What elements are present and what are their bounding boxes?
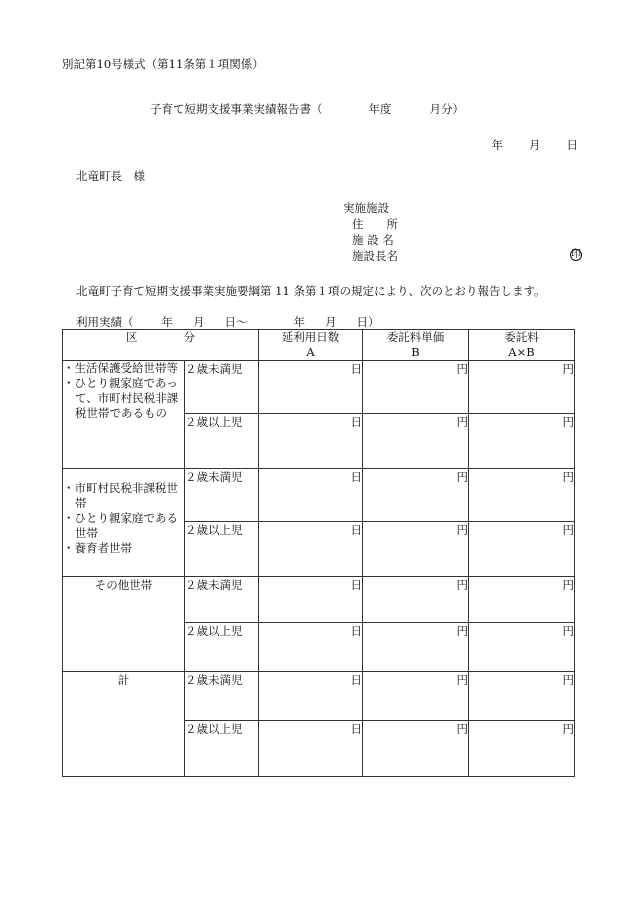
category-other-households: その他世帯 — [63, 577, 185, 672]
days-cell[interactable]: 日 — [259, 721, 363, 777]
age-under-2: ２歳未満児 — [185, 361, 259, 414]
fee-cell[interactable]: 円 — [469, 672, 575, 721]
age-over-2: ２歳以上児 — [185, 623, 259, 672]
unit-price-cell[interactable]: 円 — [363, 414, 469, 469]
title-month-label: 月分） — [429, 102, 464, 116]
intro-text: 北竜町子育て短期支援事業実施要綱第 11 条第１項の規定により、次のとおり報告します。 — [76, 284, 546, 298]
category-line: ・市町村民税非課税世帯 — [63, 481, 178, 510]
days-cell[interactable]: 日 — [259, 469, 363, 522]
facility-director-label: 施設長名 — [352, 249, 398, 263]
unit-price-cell[interactable]: 円 — [363, 522, 469, 577]
header-days-label: 延利用日数 — [281, 330, 340, 344]
fee-cell[interactable]: 円 — [469, 469, 575, 522]
period-year1: 年 — [161, 315, 173, 329]
category-group-1 — [63, 361, 185, 469]
category-line: ・養育者世帯 — [63, 541, 132, 555]
header-unit-sub: B — [411, 345, 420, 359]
period-label: 利用実績（ — [76, 315, 134, 329]
category-line: ・ひとり親家庭である世帯 — [63, 511, 178, 540]
header-fee — [469, 330, 575, 361]
days-cell[interactable]: 日 — [259, 361, 363, 414]
days-cell[interactable]: 日 — [259, 414, 363, 469]
unit-price-cell[interactable]: 円 — [363, 672, 469, 721]
report-date — [492, 137, 579, 153]
usage-period — [76, 314, 380, 330]
header-days — [259, 330, 363, 361]
age-over-2: ２歳以上児 — [185, 414, 259, 469]
table-row — [63, 361, 575, 414]
report-title — [150, 101, 464, 117]
form-number-label: 別記第10号様式（第11条第１項関係） — [62, 57, 264, 71]
fee-cell[interactable]: 円 — [469, 361, 575, 414]
period-month2: 月 — [325, 315, 337, 329]
days-cell[interactable]: 日 — [259, 577, 363, 623]
table-row — [63, 577, 575, 623]
period-year2: 年 — [293, 315, 305, 329]
fee-cell[interactable]: 円 — [469, 623, 575, 672]
facility-address-label: 住 所 — [352, 217, 398, 231]
days-cell[interactable]: 日 — [259, 672, 363, 721]
unit-price-cell[interactable]: 円 — [363, 623, 469, 672]
category-total: 計 — [63, 672, 185, 777]
header-fee-sub: A×B — [508, 345, 535, 359]
header-fee-label: 委託料 — [504, 330, 539, 344]
facility-name-label: 施 設 名 — [352, 233, 394, 247]
date-day-label: 日 — [566, 138, 578, 152]
age-under-2: ２歳未満児 — [185, 469, 259, 522]
header-days-sub: A — [306, 345, 315, 359]
period-day1: 日～ — [224, 315, 248, 329]
age-under-2: ２歳未満児 — [185, 672, 259, 721]
days-cell[interactable]: 日 — [259, 522, 363, 577]
category-line: ・生活保護受給世帯等 — [63, 361, 178, 375]
age-over-2: ２歳以上児 — [185, 522, 259, 577]
title-main: 子育て短期支援事業実績報告書（ — [150, 102, 323, 116]
unit-price-cell[interactable]: 円 — [363, 721, 469, 777]
age-under-2: ２歳未満児 — [185, 577, 259, 623]
fee-cell[interactable]: 円 — [469, 577, 575, 623]
table-row-total — [63, 672, 575, 721]
fee-cell[interactable]: 円 — [469, 522, 575, 577]
fee-cell[interactable]: 円 — [469, 414, 575, 469]
date-month-label: 月 — [529, 138, 541, 152]
table-header-row — [63, 330, 575, 361]
category-line: ・ひとり親家庭であって、市町村民税非課税世帯であるもの — [63, 376, 179, 420]
days-cell[interactable]: 日 — [259, 623, 363, 672]
category-group-2 — [63, 469, 185, 577]
unit-price-cell[interactable]: 円 — [363, 469, 469, 522]
age-over-2: ２歳以上児 — [185, 721, 259, 777]
facility-block — [343, 200, 398, 264]
date-year-label: 年 — [491, 138, 503, 152]
title-year-label: 年度 — [368, 102, 392, 116]
report-table — [62, 329, 575, 777]
period-month1: 月 — [193, 315, 205, 329]
period-day2: 日） — [356, 315, 380, 329]
facility-heading: 実施施設 — [343, 201, 389, 215]
seal-mark: 印 — [571, 249, 581, 260]
header-category: 区 分 — [63, 330, 259, 361]
unit-price-cell[interactable]: 円 — [363, 361, 469, 414]
addressee: 北竜町長 様 — [76, 169, 145, 183]
table-row — [63, 469, 575, 522]
header-unit-label: 委託料単価 — [386, 330, 445, 344]
fee-cell[interactable]: 円 — [469, 721, 575, 777]
header-unit-price — [363, 330, 469, 361]
unit-price-cell[interactable]: 円 — [363, 577, 469, 623]
